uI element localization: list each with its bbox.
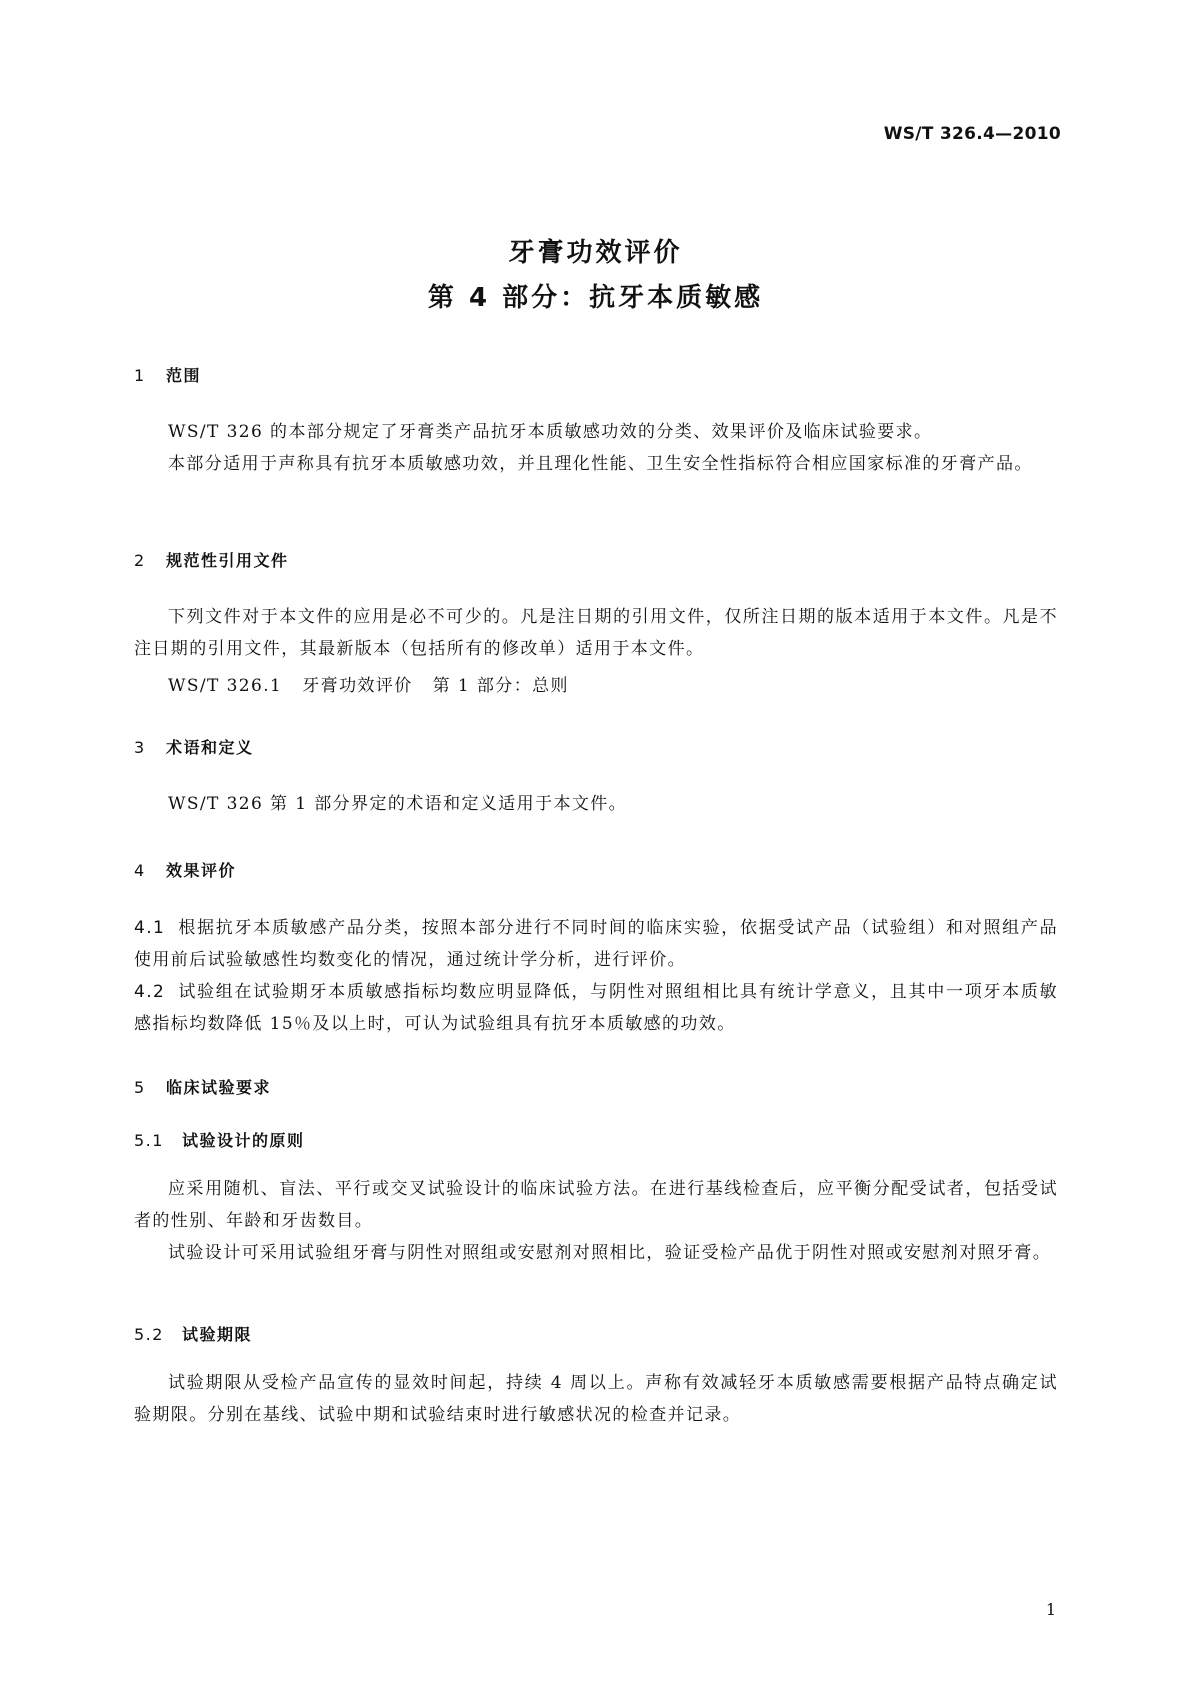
section-heading-scope <box>134 363 201 386</box>
subsection-number: 5.1 <box>134 1131 164 1150</box>
clause-text: 试验组在试验期牙本质敏感指标均数应明显降低，与阴性对照组相比具有统计学意义，且其中一项牙本质敏感指标均数降低 15％及以上时，可认为试验组具有抗牙本质敏感的功效。 <box>134 982 1058 1034</box>
document-subtitle: 第 4 部分：抗牙本质敏感 <box>427 283 764 313</box>
paragraph: WS/T 326 的本部分规定了牙膏类产品抗牙本质敏感功效的分类、效果评价及临床试验要求。 <box>168 422 933 442</box>
subsection-heading-trial-period <box>134 1322 252 1345</box>
subsection-heading-design-principles <box>134 1128 305 1151</box>
section-heading-terms <box>134 735 254 758</box>
section-number: 1 <box>134 366 146 385</box>
reference-part: 第 1 部分：总则 <box>432 676 569 696</box>
section-title: 规范性引用文件 <box>166 551 289 570</box>
section-number: 5 <box>134 1078 146 1097</box>
standard-code: WS/T 326.4—2010 <box>883 124 1061 144</box>
document-title: 牙膏功效评价 <box>508 238 683 268</box>
reference-item <box>168 671 589 696</box>
paragraph: 应采用随机、盲法、平行或交叉试验设计的临床试验方法。在进行基线检查后，应平衡分配受试者，包括受试者的性别、年龄和牙齿数目。 <box>134 1179 1058 1231</box>
clause-4-1 <box>134 912 1058 976</box>
section-heading-effect-evaluation <box>134 858 236 881</box>
paragraph: WS/T 326 第 1 部分界定的术语和定义适用于本文件。 <box>168 794 628 814</box>
section-number: 3 <box>134 738 146 757</box>
section-number: 4 <box>134 861 146 880</box>
clause-number: 4.1 <box>134 918 166 938</box>
page-number: 1 <box>1045 1600 1056 1619</box>
paragraph: 本部分适用于声称具有抗牙本质敏感功效，并且理化性能、卫生安全性指标符合相应国家标准的牙膏产品。 <box>168 454 1033 474</box>
clause-text: 根据抗牙本质敏感产品分类，按照本部分进行不同时间的临床实验，依据受试产品（试验组）和对照组产品使用前后试验敏感性均数变化的情况，通过统计学分析，进行评价。 <box>134 918 1058 970</box>
reference-code: WS/T 326.1 <box>168 676 283 696</box>
paragraph: 下列文件对于本文件的应用是必不可少的。凡是注日期的引用文件，仅所注日期的版本适用于本文件。凡是不注日期的引用文件，其最新版本（包括所有的修改单）适用于本文件。 <box>134 607 1058 659</box>
paragraph: 试验设计可采用试验组牙膏与阴性对照组或安慰剂对照相比，验证受检产品优于阴性对照或安慰剂对照牙膏。 <box>168 1243 1052 1263</box>
subsection-title: 试验期限 <box>182 1325 253 1344</box>
section-title: 术语和定义 <box>166 738 254 757</box>
section-title: 效果评价 <box>166 861 237 880</box>
section-title: 临床试验要求 <box>166 1078 272 1097</box>
clause-4-2 <box>134 976 1058 1040</box>
section-title: 范围 <box>166 366 202 385</box>
section-heading-clinical-requirements <box>134 1075 271 1098</box>
clause-number: 4.2 <box>134 982 166 1002</box>
reference-title: 牙膏功效评价 <box>302 676 413 696</box>
subsection-number: 5.2 <box>134 1325 164 1344</box>
section-number: 2 <box>134 551 146 570</box>
paragraph: 试验期限从受检产品宣传的显效时间起，持续 4 周以上。声称有效减轻牙本质敏感需要根据产品特点确定试验期限。分别在基线、试验中期和试验结束时进行敏感状况的检查并记录。 <box>134 1373 1058 1425</box>
section-heading-normative-references <box>134 548 289 571</box>
subsection-title: 试验设计的原则 <box>182 1131 305 1150</box>
